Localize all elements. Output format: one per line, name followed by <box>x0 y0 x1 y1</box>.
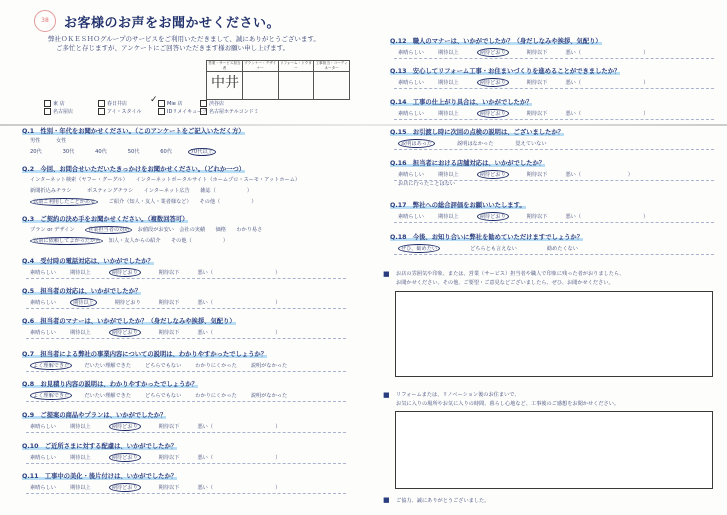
q8-option[interactable]: 説明がなかった <box>250 393 288 399</box>
q2-row3 <box>30 198 257 205</box>
q11-options <box>30 483 294 492</box>
office-option[interactable]: Mie 店 <box>158 100 218 107</box>
q10-options <box>30 453 294 462</box>
q13-option[interactable]: 期待以下 <box>526 80 548 86</box>
q15-dashline <box>394 149 714 150</box>
q5-option[interactable]: 期待どおり <box>114 300 141 306</box>
q12-option[interactable]: 悪い（ ） <box>565 50 649 56</box>
q7-option-selected[interactable]: よく理解できた <box>30 361 72 370</box>
q4-option[interactable]: 悪い（ ） <box>197 270 281 276</box>
q9-title: Q.9 ご提案の商品やプランは、いかがでしたか？ <box>22 412 167 419</box>
age-option[interactable]: 30代 <box>62 149 75 155</box>
q4-option[interactable]: 素晴らしい <box>30 270 56 276</box>
q9-dashline <box>26 432 346 433</box>
office-option[interactable]: 春日井店 <box>98 100 158 107</box>
q18-option[interactable]: 勧めたくない <box>546 246 578 252</box>
q9-option[interactable]: 期待以上 <box>69 424 91 430</box>
q10-title: Q.10 ご近所さまに対する配慮は、いかがでしたか？ <box>22 443 178 450</box>
q16-option-selected[interactable]: 期待どおり <box>477 170 509 179</box>
q3-option[interactable]: その他（ ） <box>170 238 229 244</box>
q11-option[interactable]: 期待以下 <box>158 485 180 491</box>
q12-option[interactable]: 期待以下 <box>526 50 548 56</box>
q10-option-selected[interactable]: 期待どおり <box>109 453 141 462</box>
q12-option[interactable]: 素晴らしい <box>398 50 424 56</box>
staff-table <box>206 60 350 100</box>
q4-options <box>30 268 294 277</box>
q18-options <box>398 244 592 253</box>
staff-header-construction: 工事担当・コーディネーター <box>315 61 348 70</box>
comment2-bullet: ■ <box>383 391 390 399</box>
q2-option[interactable]: その他（ ） <box>199 199 257 205</box>
staff-cell-doctor[interactable] <box>279 61 315 99</box>
q17-option-selected[interactable]: 期待どおり <box>477 212 509 221</box>
q6-option[interactable]: 素晴らしい <box>30 330 56 336</box>
comment1-prompt: お店の雰囲気や印象、または、営業（サービス）担当者や職人で印象に残った者がおりましたら、 お聞かせください。その他、ご要望・ご意見などございましたら、ぜひ、お聞かせください。 <box>396 271 625 286</box>
q17-option[interactable]: 期待以下 <box>526 214 548 220</box>
q14-option-selected[interactable]: 期待どおり <box>477 109 509 118</box>
q17-option[interactable]: 素晴らしい <box>398 214 424 220</box>
q9-option[interactable]: 期待以下 <box>158 424 180 430</box>
q2-row1 <box>30 176 300 183</box>
q12-option[interactable]: 期待以上 <box>437 50 459 56</box>
staff-cell-sales[interactable] <box>207 61 243 99</box>
q3-option-selected[interactable]: 営業担当者の対応 <box>85 226 133 234</box>
q14-options <box>398 109 662 118</box>
q1-age-row <box>30 148 216 155</box>
q6-option-selected[interactable]: 期待どおり <box>109 328 141 337</box>
q9-option[interactable]: 素晴らしい <box>30 424 56 430</box>
q2-option[interactable]: 新聞折込みチラシ <box>30 188 72 194</box>
office-list-extra <box>200 100 270 115</box>
q18-dashline <box>394 254 714 255</box>
q5-option[interactable]: 素晴らしい <box>30 300 56 306</box>
q3-row2 <box>30 237 228 244</box>
q10-option[interactable]: 期待以上 <box>69 455 91 461</box>
q3-option[interactable]: 価格 <box>215 227 226 233</box>
q8-option-selected[interactable]: よく理解できた <box>30 391 72 400</box>
q9-options <box>30 422 294 431</box>
q17-option[interactable]: 悪い（ ） <box>565 214 649 220</box>
intro-line-2: ご多忙と存じますが、アンケートにご回答いただきます様お願い申し上げます。 <box>56 44 290 52</box>
age-option-selected[interactable]: 70代以上 <box>188 148 216 156</box>
q4-option[interactable]: 期待以下 <box>158 270 180 276</box>
q10-option[interactable]: 素晴らしい <box>30 455 56 461</box>
comment1-bullet: ■ <box>383 270 390 278</box>
staff-header-sales: 営業・サービス担当者 <box>208 61 241 70</box>
receipt-stamp: 38 <box>34 10 56 32</box>
q10-option[interactable]: 悪い（ ） <box>197 455 281 461</box>
q1-title: Q.1 性別・年代をお聞かせください。（このアンケートをご記入いただく方） <box>22 128 245 135</box>
q8-title: Q.8 お見積り内容の説明は、わかりやすかったでしょうか？ <box>22 381 198 388</box>
q16-options <box>398 170 647 179</box>
q7-option[interactable]: 説明がなかった <box>250 363 288 369</box>
q13-options <box>398 78 662 87</box>
q6-option[interactable]: 期待以下 <box>158 330 180 336</box>
q15-option-selected[interactable]: 説明はあった <box>398 139 435 148</box>
age-option[interactable]: 50代 <box>127 149 140 155</box>
q5-dashline <box>26 308 346 309</box>
q4-option-selected[interactable]: 期待どおり <box>109 268 141 277</box>
q16-option[interactable]: 悪い（ ） <box>565 172 633 178</box>
q7-option[interactable]: わかりにくかった <box>195 363 237 369</box>
q5-option[interactable]: 悪い（ ） <box>197 300 281 306</box>
staff-cell-construction[interactable] <box>314 61 349 99</box>
q11-option[interactable]: 期待以上 <box>69 485 91 491</box>
office-list <box>44 100 218 115</box>
q7-options <box>30 361 301 370</box>
q11-option[interactable]: 素晴らしい <box>30 485 56 491</box>
q4-option[interactable]: 期待以上 <box>69 270 91 276</box>
age-option[interactable]: 40代 <box>95 149 107 155</box>
q3-option-selected[interactable]: 以前に依頼してよかったから <box>30 237 103 245</box>
q12-options <box>398 48 662 57</box>
office-option[interactable]: アイ・スタイル <box>98 108 158 115</box>
q3-row1 <box>30 226 262 233</box>
handwritten-staff-name: 中井 <box>211 75 239 91</box>
staff-header-doctor: リフォーム・ドクター <box>279 61 312 70</box>
q9-option-selected[interactable]: 期待どおり <box>109 422 141 431</box>
q3-option[interactable]: 知人・友人からの紹介 <box>108 238 161 244</box>
q3-option[interactable]: プラン or デザイン <box>30 227 75 233</box>
office-option[interactable]: 名古屋ホテルコンドミ <box>200 108 270 115</box>
q7-dashline <box>26 371 346 372</box>
q7-title: Q.7 担当者による弊社の事業内容についての説明は、わかりやすかったでしょうか？ <box>22 351 267 358</box>
q5-options <box>30 298 294 307</box>
q17-options <box>398 212 662 221</box>
q3-option[interactable]: お値段がお安い <box>137 227 174 233</box>
q13-dashline <box>394 88 714 89</box>
q18-title: Q.18 今後、お知り合いに弊社を勧めていただけますでしょうか？ <box>390 234 584 241</box>
q3-title: Q.3 ご契約の決め手をお聞かせください。（複数回答可） <box>22 216 189 223</box>
q12-title: Q.12 職人のマナーは、いかがでしたか？（身だしなみや挨拶、気配り） <box>390 38 602 45</box>
q8-option[interactable]: だいたい理解できた <box>84 393 132 399</box>
q4-dashline <box>26 278 346 279</box>
gender-option[interactable]: 女性 <box>55 138 67 144</box>
footer-thanks: ご協力、誠にありがとうございました。 <box>396 498 490 504</box>
q13-option-selected[interactable]: 期待どおり <box>477 78 509 87</box>
q14-option[interactable]: 素晴らしい <box>398 111 424 117</box>
q2-option[interactable]: ポスティングチラシ <box>87 188 134 194</box>
q18-option[interactable]: どちらとも言えない <box>470 246 517 252</box>
office-option[interactable]: 渋谷店 <box>200 100 270 107</box>
office-option[interactable]: IDリメイキューブ <box>158 108 218 115</box>
q1-gender-row <box>30 137 66 144</box>
q15-option[interactable]: 覚えていない <box>515 141 547 147</box>
q3-option[interactable]: 会社の実績 <box>179 227 206 233</box>
q13-option[interactable]: 悪い（ ） <box>565 80 649 86</box>
q17-dashline <box>394 222 714 223</box>
q5-option-selected[interactable]: 期待以上 <box>70 298 97 307</box>
q6-title: Q.6 担当者のマナーは、いかがでしたか？（身だしなみや挨拶、気配り） <box>22 318 236 325</box>
office-option[interactable]: 東 店 <box>44 100 98 107</box>
q6-dashline <box>26 338 346 339</box>
checkmark-icon: ✓ <box>150 95 158 105</box>
q5-option[interactable]: 期待以下 <box>158 300 180 306</box>
q2-option[interactable]: インターネットポータルサイト（ホームプロ・スーモ・アットホーム） <box>135 177 301 183</box>
q2-option[interactable]: ご紹介（知人・友人・業者様など） <box>108 199 190 205</box>
q13-option[interactable]: 素晴らしい <box>398 80 424 86</box>
q8-option[interactable]: どちらでもない <box>145 393 182 399</box>
q5-title: Q.5 担当者の対応は、いかがでしたか？ <box>22 288 142 295</box>
q13-title: Q.13 安心してリフォーム工事・お住まいづくりを進めることができましたか？ <box>390 68 621 75</box>
q11-option-selected[interactable]: 期待どおり <box>109 483 141 492</box>
q6-option[interactable]: 期待以上 <box>69 330 91 336</box>
q14-dashline <box>394 119 714 120</box>
q12-option-selected[interactable]: 期待どおり <box>477 48 509 57</box>
q14-option[interactable]: 期待以下 <box>526 111 548 117</box>
q16-no-visit-option[interactable]: お店に行ったことはない <box>398 181 456 187</box>
q2-row2 <box>30 187 252 194</box>
gender-option[interactable]: 男性 <box>30 138 41 144</box>
q16-option[interactable]: 期待以上 <box>437 172 459 178</box>
q15-option[interactable]: 説明はなかった <box>457 141 494 147</box>
footer-bullet: ■ <box>383 496 390 504</box>
q16-option[interactable]: 期待以下 <box>526 172 548 178</box>
q2-option-selected[interactable]: 以前ご利用したことがある <box>30 198 98 206</box>
office-option[interactable]: 名古屋店 <box>44 108 98 115</box>
q10-option[interactable]: 期待以下 <box>158 455 180 461</box>
q12-dashline <box>394 58 714 59</box>
comment2-prompt: リフォームまたは、リノベーション後のお住まいで、 お気に入りの場所やお気に入りの時間、暮らし心地など、工事後のご感想をお聞かせください。 <box>396 392 620 407</box>
q16-option[interactable]: 素晴らしい <box>398 172 424 178</box>
q15-title: Q.15 お引渡し時に次回の点検の説明は、ございましたか？ <box>390 129 564 136</box>
q8-dashline <box>26 401 346 402</box>
q2-option[interactable]: インターネット検索（ヤフー・グーグル） <box>30 177 126 183</box>
q6-options <box>30 328 294 337</box>
q11-option[interactable]: 悪い（ ） <box>197 485 281 491</box>
q7-option[interactable]: どちらでもない <box>145 363 182 369</box>
q14-option[interactable]: 期待以上 <box>437 111 459 117</box>
staff-cell-planner[interactable] <box>243 61 279 99</box>
q8-option[interactable]: わかりにくかった <box>195 393 237 399</box>
q8-options <box>30 391 301 400</box>
q11-dashline <box>26 493 346 494</box>
page-title: お客様のお声をお聞かせください。 <box>64 16 281 31</box>
q7-option[interactable]: だいたい理解できた <box>84 363 132 369</box>
q11-title: Q.11 工事中の美化・後片付けは、いかがでしたか？ <box>22 473 178 480</box>
q2-title: Q.2 今回、お問合せいただいたきっかけをお聞かせください。（どれか一つ） <box>22 166 246 173</box>
q6-option[interactable]: 悪い（ ） <box>197 330 281 336</box>
q2-option[interactable]: インターネット広告 <box>143 188 190 194</box>
q17-title: Q.17 弊社への総合評価をお願いいたします。 <box>390 202 526 209</box>
age-option[interactable]: 60代 <box>160 149 173 155</box>
q16-title: Q.16 担当者における店舗対応は、いかがでしたか？ <box>390 160 546 167</box>
q13-option[interactable]: 期待以上 <box>437 80 459 86</box>
q14-title: Q.14 工事の仕上がり具合は、いかがでしたか？ <box>390 99 533 106</box>
staff-header-planner: プランナー・デザイナー <box>244 61 277 70</box>
q17-option[interactable]: 期待以上 <box>437 214 459 220</box>
q10-dashline <box>26 463 346 464</box>
q15-options <box>398 139 561 148</box>
age-option[interactable]: 20代 <box>30 149 42 155</box>
q18-option-selected[interactable]: ぜひ、勧めたい <box>398 244 440 253</box>
intro-line-1: 弊社ＯＫＥＳＨＯグループのサービスをご利用いただきまして、誠にありがとうございます。 <box>48 35 320 43</box>
q3-option[interactable]: わかり易さ <box>236 227 263 233</box>
q2-option[interactable]: 雑誌（ ） <box>200 188 253 194</box>
comment2-textarea[interactable] <box>395 411 713 489</box>
q4-title: Q.4 受付時の電話対応は、いかがでしたか？ <box>22 258 154 265</box>
q9-option[interactable]: 悪い（ ） <box>197 424 281 430</box>
q14-option[interactable]: 悪い（ ） <box>565 111 649 117</box>
comment1-textarea[interactable] <box>395 291 713 377</box>
